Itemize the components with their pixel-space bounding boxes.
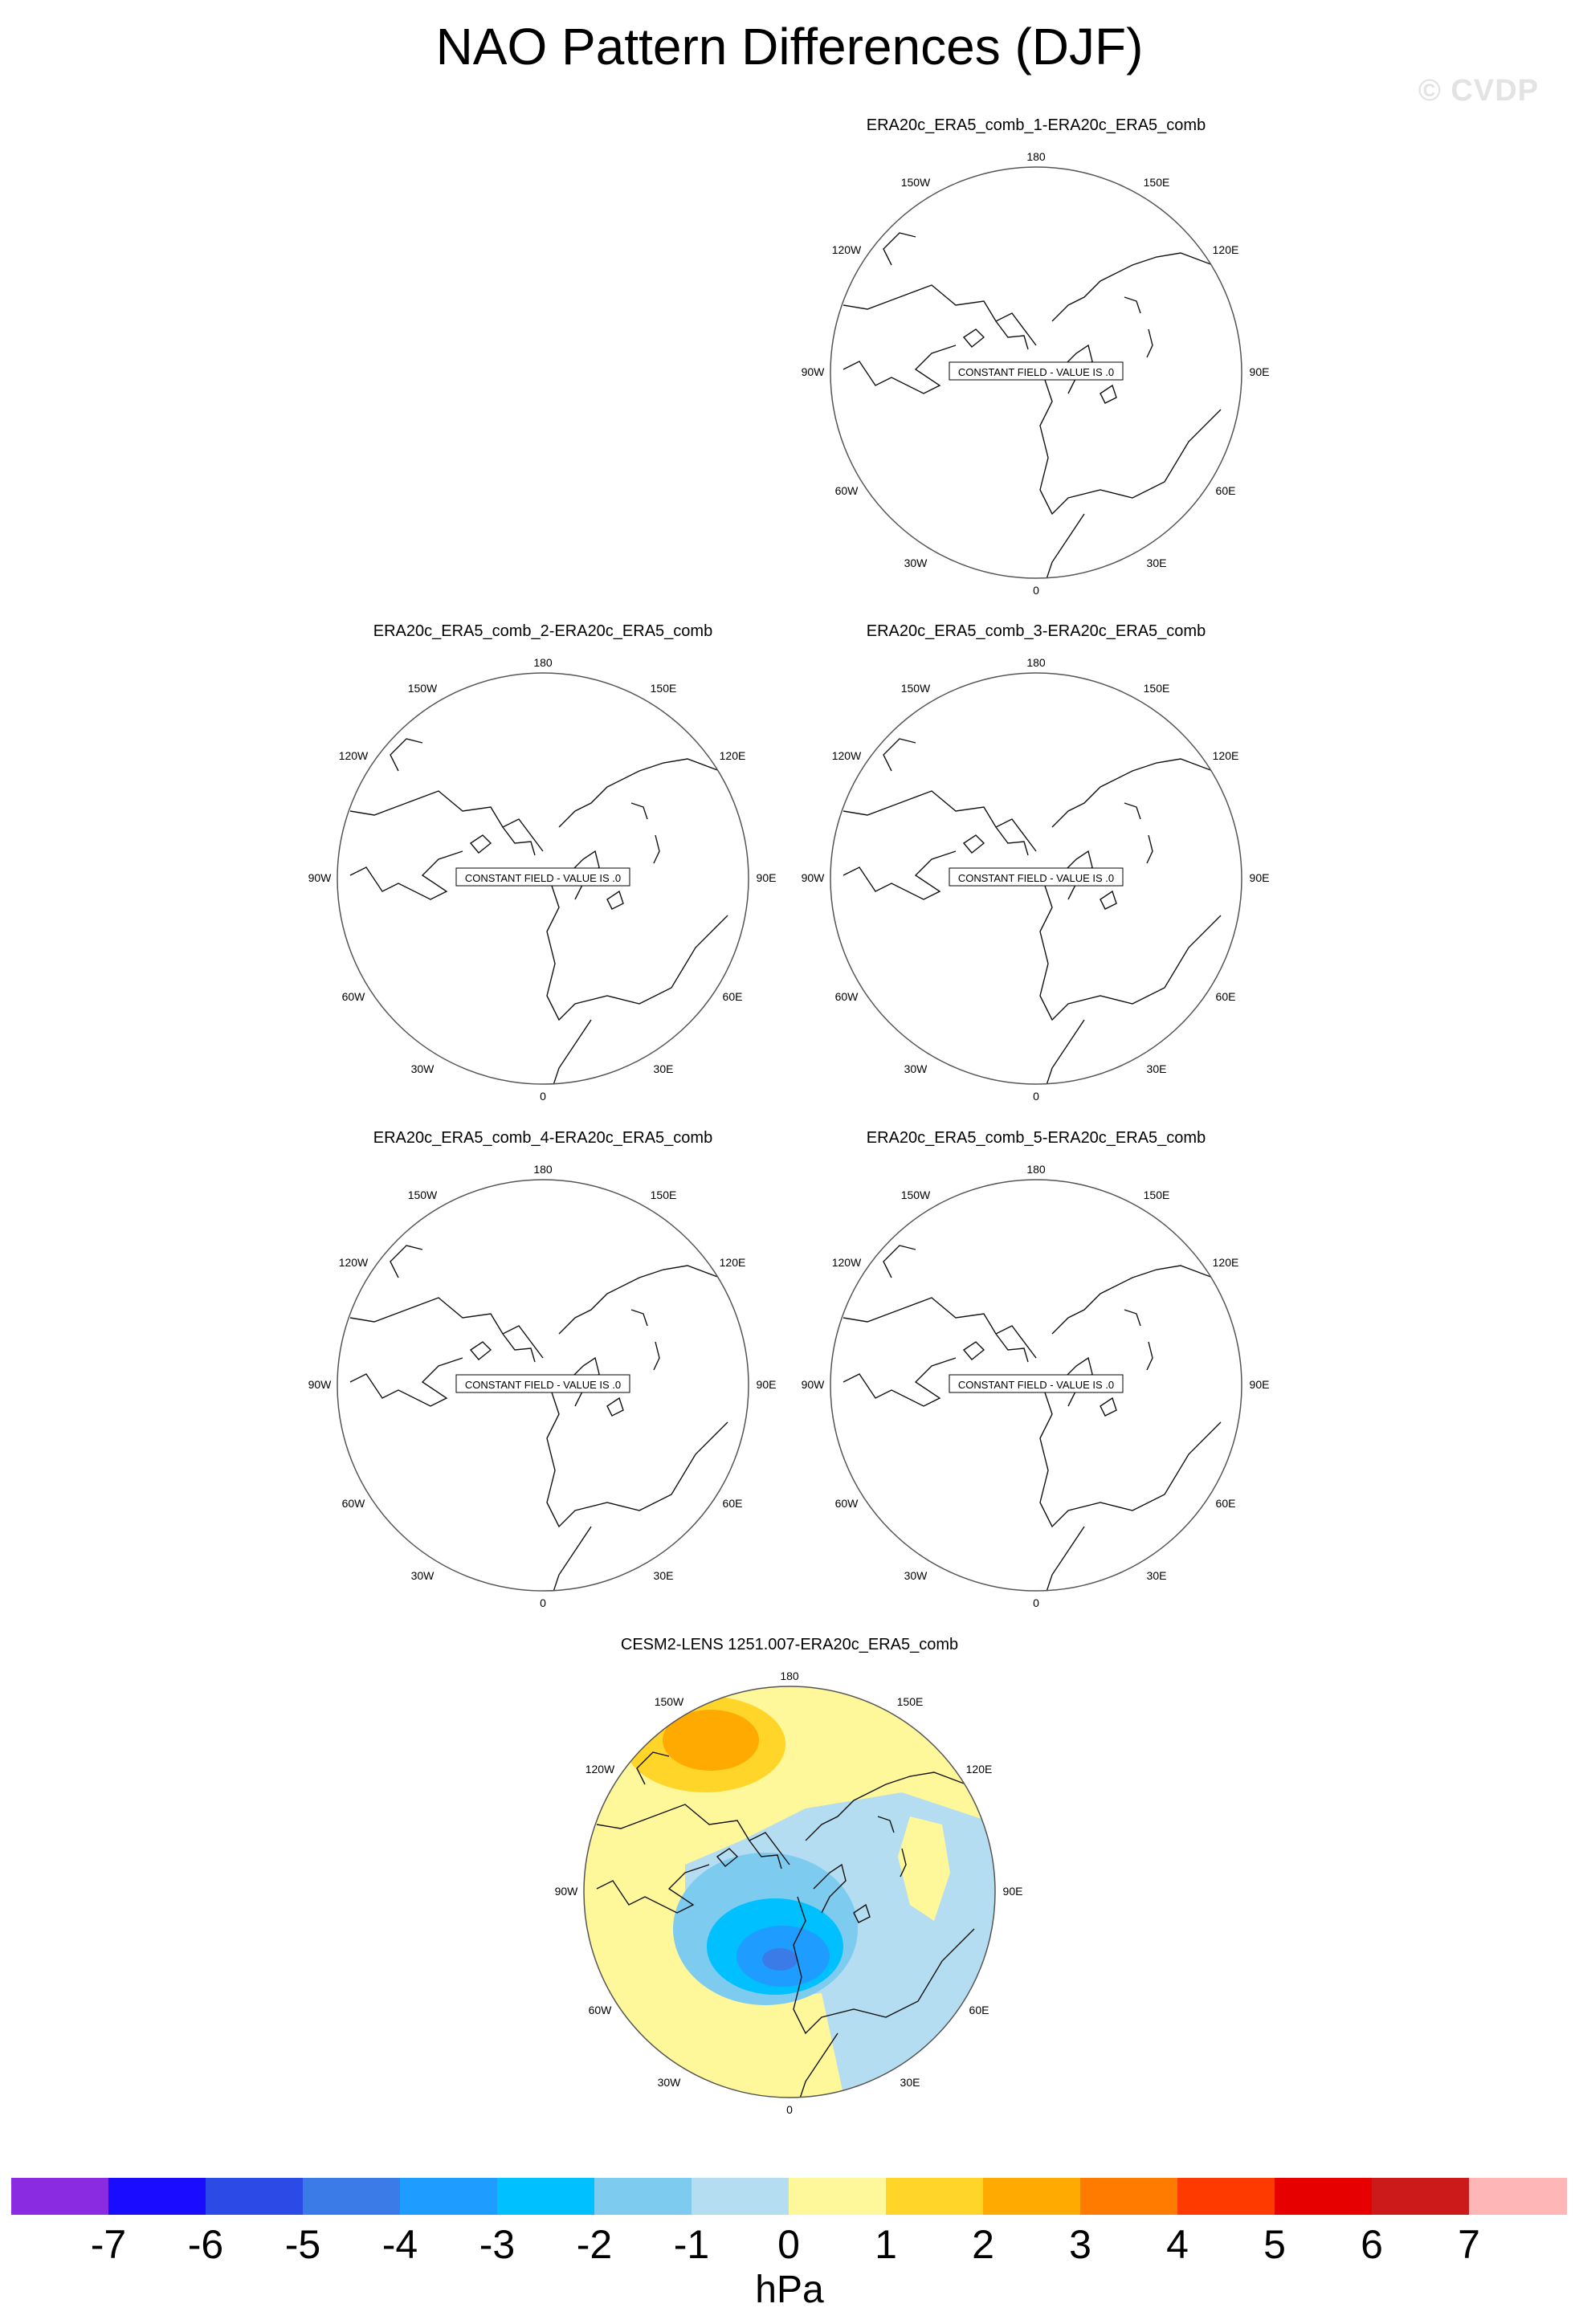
meridian-label: 120W: [831, 749, 862, 762]
constant-field-label: [456, 1375, 630, 1392]
meridian-label: 90E: [756, 1378, 777, 1391]
colorbar-swatch: [789, 2178, 887, 2215]
meridian-label: 180: [533, 1163, 553, 1176]
colorbar-tick-label: -5: [284, 2222, 321, 2267]
meridian-label: 90W: [801, 1378, 825, 1391]
meridian-label: 60E: [969, 2004, 989, 2016]
meridian-label: 150E: [1143, 1189, 1170, 1201]
panel-title: ERA20c_ERA5_comb_3-ERA20c_ERA5_comb: [866, 622, 1206, 640]
meridian-label: 0: [1033, 1596, 1039, 1609]
meridian-label: 60W: [341, 990, 365, 1003]
polar-map: [308, 642, 777, 1116]
meridian-label: 120W: [585, 1763, 615, 1776]
map-panel-4: [308, 1128, 777, 1626]
map-panel-6: [554, 1635, 1023, 2133]
meridian-label: 90E: [1249, 871, 1270, 884]
meridian-label: 150E: [650, 1189, 677, 1201]
meridian-label: 30E: [1146, 1062, 1167, 1075]
meridian-label: 90W: [308, 1378, 332, 1391]
meridian-label: 30W: [904, 1569, 928, 1582]
meridian-label: 120E: [1212, 749, 1239, 762]
meridian-label: 30W: [410, 1569, 435, 1582]
panel-title: ERA20c_ERA5_comb_5-ERA20c_ERA5_comb: [866, 1129, 1206, 1147]
meridian-label: 150E: [1143, 176, 1170, 189]
meridian-label: 150W: [900, 176, 931, 189]
colorbar-tick-label: 2: [972, 2222, 994, 2267]
meridian-label: 60E: [722, 990, 743, 1003]
colorbar-swatch: [1275, 2178, 1373, 2215]
colorbar-tick-label: -7: [90, 2222, 127, 2267]
meridian-label: 60W: [834, 1497, 859, 1510]
colorbar-swatch: [1080, 2178, 1178, 2215]
polar-map: [308, 1149, 777, 1623]
meridian-label: 120E: [719, 1256, 746, 1269]
constant-field-text: CONSTANT FIELD - VALUE IS .0: [464, 872, 622, 884]
colorbar-swatch: [400, 2178, 498, 2215]
colorbar-unit-label: hPa: [755, 2269, 824, 2311]
meridian-label: 0: [540, 1090, 546, 1103]
meridian-label: 120E: [965, 1763, 993, 1776]
meridian-label: 30W: [410, 1062, 435, 1075]
constant-field-text: CONSTANT FIELD - VALUE IS .0: [957, 1379, 1115, 1391]
meridian-label: 30E: [653, 1569, 674, 1582]
meridian-label: 30W: [904, 1062, 928, 1075]
meridian-label: 60W: [834, 484, 859, 497]
meridian-label: 30W: [657, 2076, 681, 2089]
constant-field-label: [949, 868, 1123, 886]
watermark: © CVDP: [1418, 74, 1539, 108]
meridian-label: 60E: [722, 1497, 743, 1510]
meridian-label: 60W: [588, 2004, 612, 2016]
colorbar-swatch: [983, 2178, 1081, 2215]
colorbar-tick-label: 6: [1361, 2222, 1383, 2267]
constant-field-label: [949, 362, 1123, 380]
meridian-label: 60W: [834, 990, 859, 1003]
meridian-label: 150W: [900, 1189, 931, 1201]
colorbar-swatch: [886, 2178, 984, 2215]
colorbar-tick-label: -2: [576, 2222, 613, 2267]
panel-title: CESM2-LENS 1251.007-ERA20c_ERA5_comb: [620, 1636, 959, 1653]
panel-title: ERA20c_ERA5_comb_2-ERA20c_ERA5_comb: [373, 622, 713, 640]
meridian-label: 90E: [756, 871, 777, 884]
meridian-label: 30E: [1146, 1569, 1167, 1582]
meridian-label: 90E: [1002, 1885, 1023, 1898]
colorbar-tick-label: 7: [1458, 2222, 1480, 2267]
meridian-label: 120W: [338, 1256, 369, 1269]
meridian-label: 60W: [341, 1497, 365, 1510]
colorbar-tick-label: -3: [479, 2222, 516, 2267]
colorbar-swatch: [108, 2178, 206, 2215]
meridian-label: 90W: [801, 365, 825, 378]
colorbar-swatch: [206, 2178, 304, 2215]
meridian-label: 30E: [653, 1062, 674, 1075]
colorbar-tick-label: -4: [381, 2222, 418, 2267]
meridian-label: 0: [1033, 584, 1039, 597]
map-panel-3: [801, 622, 1270, 1119]
colorbar: [11, 2178, 1566, 2215]
meridian-label: 60E: [1215, 990, 1236, 1003]
meridian-label: 150W: [407, 1189, 438, 1201]
figure-title: NAO Pattern Differences (DJF): [435, 18, 1144, 75]
meridian-label: 180: [1026, 656, 1046, 669]
colorbar-swatch: [1372, 2178, 1470, 2215]
meridian-label: 180: [533, 656, 553, 669]
colorbar-tick-label: 3: [1069, 2222, 1091, 2267]
colorbar-swatch: [1469, 2178, 1567, 2215]
meridian-label: 30E: [1146, 557, 1167, 569]
meridian-label: 90W: [308, 871, 332, 884]
polar-map: [554, 1656, 1023, 2130]
meridian-label: 0: [786, 2103, 793, 2116]
constant-field-text: CONSTANT FIELD - VALUE IS .0: [464, 1379, 622, 1391]
polar-map: [801, 642, 1270, 1116]
meridian-label: 120E: [719, 749, 746, 762]
constant-field-label: [949, 1375, 1123, 1392]
colorbar-swatch: [303, 2178, 401, 2215]
meridian-label: 90W: [801, 871, 825, 884]
meridian-label: 120W: [831, 243, 862, 256]
colorbar-swatch: [11, 2178, 109, 2215]
panel-title: ERA20c_ERA5_comb_1-ERA20c_ERA5_comb: [866, 116, 1206, 134]
meridian-label: 150W: [407, 682, 438, 695]
meridian-label: 150E: [1143, 682, 1170, 695]
meridian-label: 60E: [1215, 484, 1236, 497]
colorbar-tick-label: -6: [187, 2222, 224, 2267]
meridian-label: 90E: [1249, 1378, 1270, 1391]
constant-field-label: [456, 868, 630, 886]
colorbar-swatch: [692, 2178, 790, 2215]
polar-map: [801, 137, 1270, 610]
meridian-label: 150E: [896, 1695, 924, 1708]
meridian-label: 150E: [650, 682, 677, 695]
field-fill: [762, 1948, 798, 1971]
meridian-label: 0: [1033, 1090, 1039, 1103]
colorbar-tick-label: 0: [777, 2222, 800, 2267]
meridian-label: 180: [1026, 150, 1046, 163]
meridian-label: 120W: [831, 1256, 862, 1269]
meridian-label: 120E: [1212, 243, 1239, 256]
meridian-label: 30W: [904, 557, 928, 569]
polar-map: [801, 1149, 1270, 1623]
colorbar-tick-label: 4: [1166, 2222, 1189, 2267]
colorbar-swatch: [1177, 2178, 1275, 2215]
map-panel-1: [801, 116, 1270, 614]
constant-field-text: CONSTANT FIELD - VALUE IS .0: [957, 366, 1115, 378]
field-fill: [663, 1710, 759, 1771]
colorbar-tick-label: 5: [1263, 2222, 1286, 2267]
colorbar-swatch: [497, 2178, 595, 2215]
meridian-label: 150W: [900, 682, 931, 695]
map-panel-2: [308, 622, 777, 1119]
colorbar-swatch: [594, 2178, 692, 2215]
meridian-label: 0: [540, 1596, 546, 1609]
meridian-label: 120E: [1212, 1256, 1239, 1269]
map-panel-5: [801, 1128, 1270, 1626]
panel-title: ERA20c_ERA5_comb_4-ERA20c_ERA5_comb: [373, 1129, 713, 1147]
colorbar-tick-label: 1: [875, 2222, 897, 2267]
meridian-label: 90E: [1249, 365, 1270, 378]
colorbar-tick-label: -1: [673, 2222, 710, 2267]
meridian-label: 150W: [654, 1695, 684, 1708]
constant-field-text: CONSTANT FIELD - VALUE IS .0: [957, 872, 1115, 884]
meridian-label: 120W: [338, 749, 369, 762]
meridian-label: 90W: [554, 1885, 578, 1898]
meridian-label: 180: [1026, 1163, 1046, 1176]
meridian-label: 60E: [1215, 1497, 1236, 1510]
meridian-label: 180: [780, 1670, 799, 1682]
meridian-label: 30E: [900, 2076, 920, 2089]
